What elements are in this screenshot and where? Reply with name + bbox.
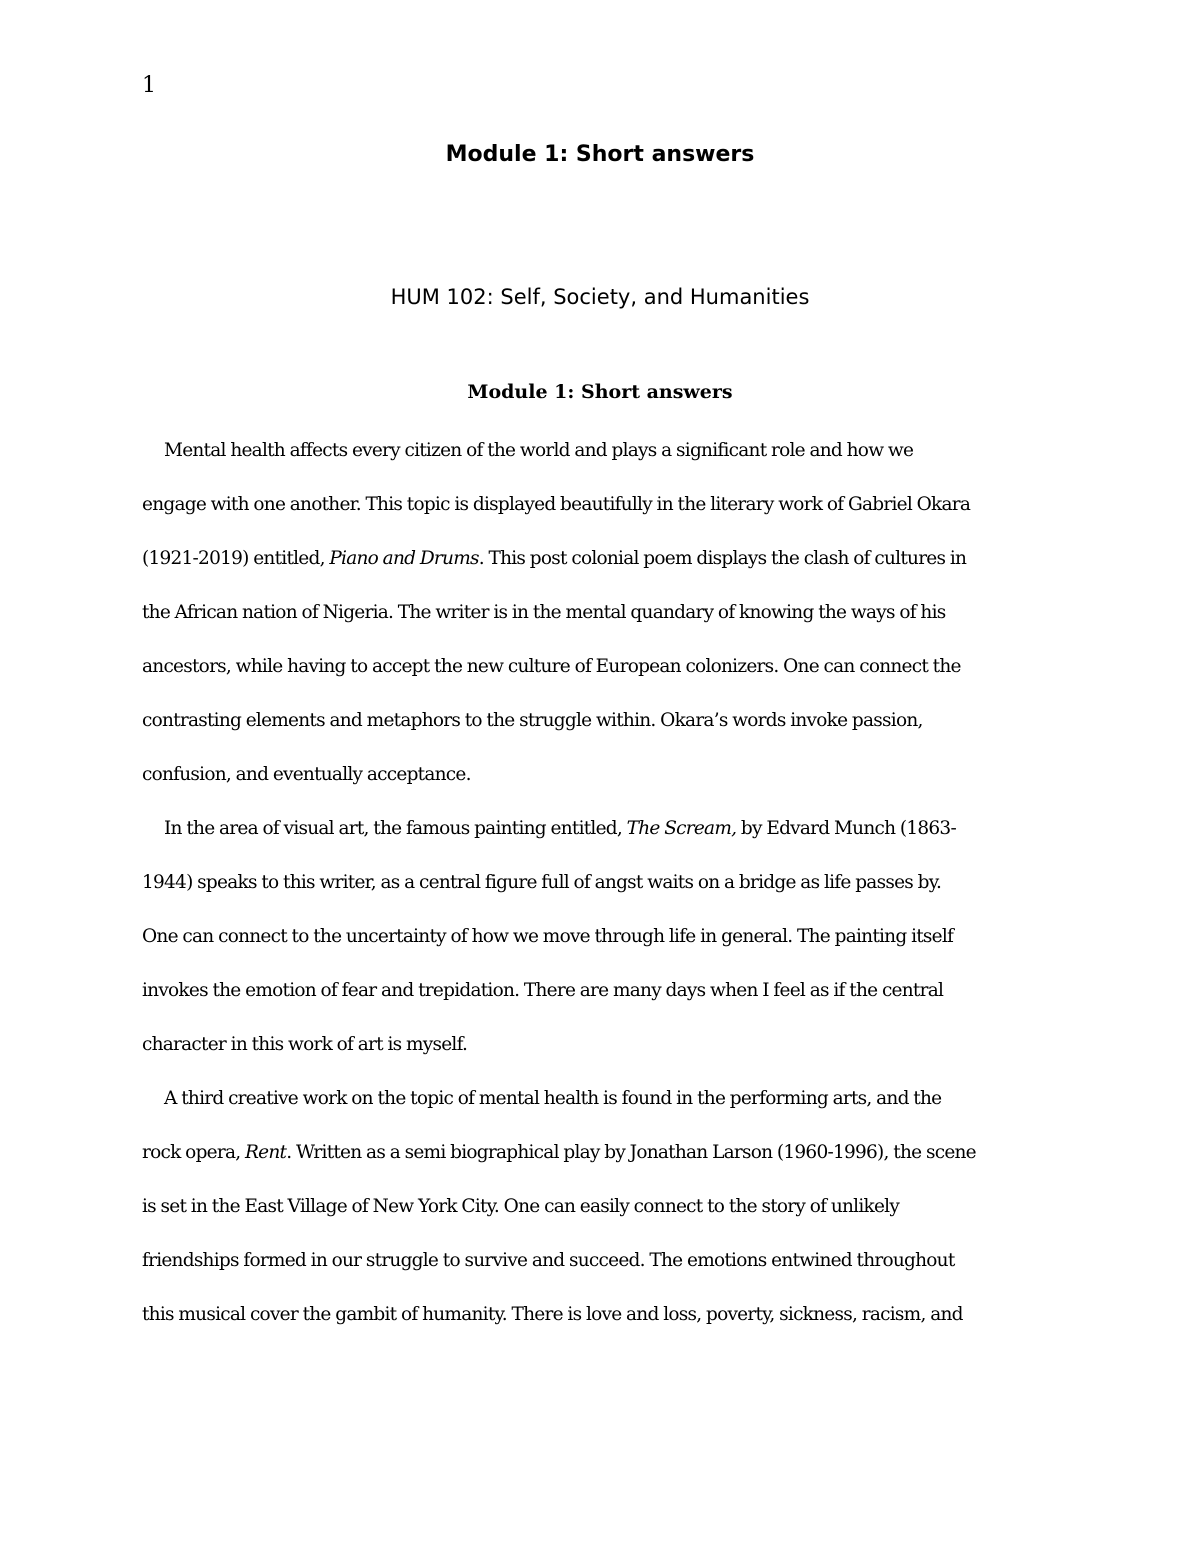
paragraph-line: Mental health affects every citizen of the world and plays a significant role and how we (164, 440, 914, 461)
section-heading: Module 1: Short answers (467, 381, 733, 403)
paragraph-line: ancestors, while having to accept the new culture of European colonizers. One can connect the (142, 656, 961, 677)
paragraph-line: One can connect to the uncertainty of how we move through life in general. The painting itself (142, 926, 954, 947)
paragraph-line: this musical cover the gambit of humanity. There is love and loss, poverty, sickness, racism, and (142, 1304, 963, 1325)
paragraph-line: contrasting elements and metaphors to the struggle within. Okara’s words invoke passion, (142, 710, 923, 731)
document-title: Module 1: Short answers (445, 142, 755, 167)
paragraph-line: the African nation of Nigeria. The writer is in the mental quandary of knowing the ways of his (142, 602, 946, 623)
paragraph-line: is set in the East Village of New York City. One can easily connect to the story of unlikely (142, 1196, 900, 1217)
work-title-the-scream: The Scream, (626, 818, 737, 839)
line-text: rock opera, (142, 1142, 245, 1163)
line-text: (1921-2019) entitled, (142, 548, 330, 569)
paragraph-2 (142, 802, 1058, 1072)
paragraph-line (142, 802, 1058, 856)
paragraph-line (142, 1126, 1058, 1180)
line-text: In the area of visual art, the famous painting entitled, (164, 818, 627, 839)
paragraph-line: character in this work of art is myself. (142, 1034, 468, 1055)
paragraph-line: confusion, and eventually acceptance. (142, 764, 471, 785)
paragraph-line: engage with one another. This topic is displayed beautifully in the literary work of Gabriel Okara (142, 494, 971, 515)
paragraph-line: 1944) speaks to this writer, as a central figure full of angst waits on a bridge as life passes by. (142, 872, 942, 893)
page-number: 1 (142, 73, 156, 98)
paragraph-line: A third creative work on the topic of mental health is found in the performing arts, and the (164, 1088, 942, 1109)
paragraph-line (142, 532, 1058, 586)
paragraph-line: friendships formed in our struggle to survive and succeed. The emotions entwined throughout (142, 1250, 955, 1271)
paragraph-line: invokes the emotion of fear and trepidation. There are many days when I feel as if the central (142, 980, 944, 1001)
line-text: by Edvard Munch (1863- (736, 818, 956, 839)
course-name: HUM 102: Self, Society, and Humanities (390, 285, 810, 309)
paragraph-3 (142, 1072, 1058, 1342)
work-title-rent: Rent (245, 1142, 287, 1163)
line-text: . Written as a semi biographical play by Jonathan Larson (1960-1996), the scene (286, 1142, 976, 1163)
line-text: . This post colonial poem displays the clash of cultures in (478, 548, 967, 569)
document-body (142, 424, 1058, 1342)
work-title-piano-and-drums: Piano and Drums (329, 548, 479, 569)
paragraph-1 (142, 424, 1058, 802)
